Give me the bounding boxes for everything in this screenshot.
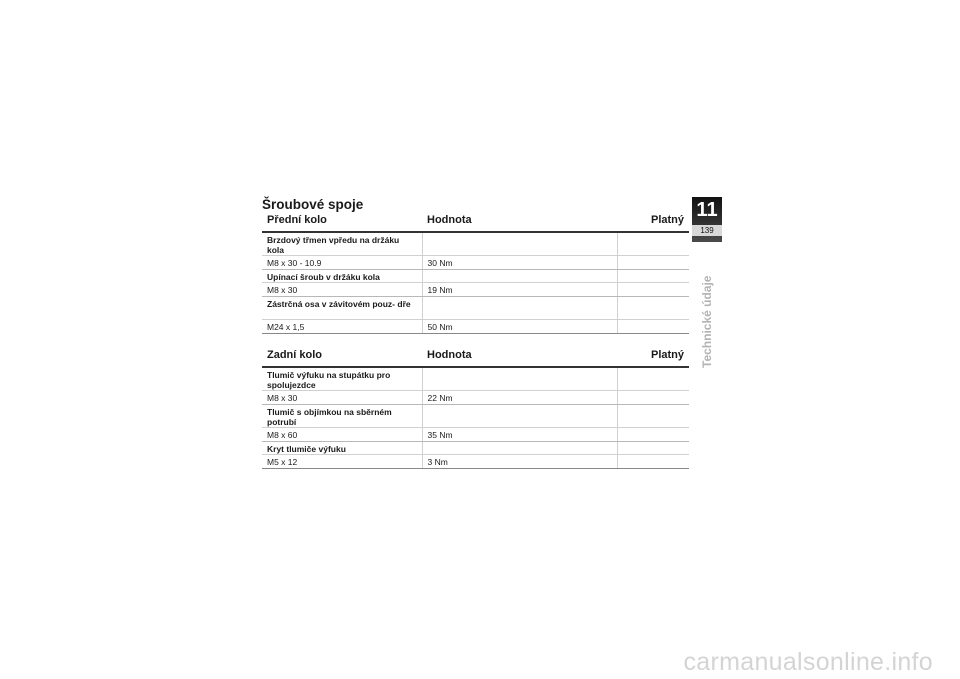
header-rear-wheel: Zadní kolo bbox=[262, 345, 422, 367]
row-value: 19 Nm bbox=[422, 283, 617, 297]
row-item: Upínací šroub v držáku kola bbox=[262, 270, 422, 283]
table-row bbox=[262, 320, 689, 334]
side-chapter-title-wrap bbox=[700, 268, 716, 368]
row-spec: M8 x 30 bbox=[262, 391, 422, 405]
table-row bbox=[262, 283, 689, 297]
front-wheel-table bbox=[262, 210, 689, 334]
table-row bbox=[262, 232, 689, 256]
table-row bbox=[262, 442, 689, 455]
rear-wheel-table bbox=[262, 345, 689, 469]
header-front-wheel: Přední kolo bbox=[262, 210, 422, 232]
header-valid: Platný bbox=[617, 210, 689, 232]
page-number: 139 bbox=[692, 225, 722, 236]
row-item: Tlumič výfuku na stupátku pro spolujezdce bbox=[262, 367, 422, 391]
row-spec: M8 x 30 - 10.9 bbox=[262, 256, 422, 270]
row-spec: M8 x 60 bbox=[262, 428, 422, 442]
chapter-number: 11 bbox=[696, 199, 718, 221]
watermark: carmanualsonline.info bbox=[683, 648, 933, 676]
table-row bbox=[262, 405, 689, 428]
row-value: 30 Nm bbox=[422, 256, 617, 270]
row-value: 3 Nm bbox=[422, 455, 617, 469]
header-valid: Platný bbox=[617, 345, 689, 367]
row-value: 50 Nm bbox=[422, 320, 617, 334]
row-value: 35 Nm bbox=[422, 428, 617, 442]
table-header bbox=[262, 210, 689, 232]
row-item: Zástrčná osa v závitovém pouz- dře bbox=[262, 297, 422, 320]
table-row bbox=[262, 391, 689, 405]
table-row bbox=[262, 297, 689, 320]
row-spec: M8 x 30 bbox=[262, 283, 422, 297]
table-header bbox=[262, 345, 689, 367]
table-row bbox=[262, 256, 689, 270]
section-title: Šroubové spoje bbox=[262, 197, 364, 212]
row-spec: M24 x 1,5 bbox=[262, 320, 422, 334]
row-value: 22 Nm bbox=[422, 391, 617, 405]
header-value: Hodnota bbox=[422, 345, 617, 367]
table-row bbox=[262, 428, 689, 442]
row-item: Tlumič s objímkou na sběrném potrubí bbox=[262, 405, 422, 428]
chapter-tab bbox=[692, 197, 722, 242]
table-row bbox=[262, 367, 689, 391]
row-spec: M5 x 12 bbox=[262, 455, 422, 469]
row-item: Kryt tlumiče výfuku bbox=[262, 442, 422, 455]
row-item: Brzdový třmen vpředu na držáku kola bbox=[262, 232, 422, 256]
table-row bbox=[262, 270, 689, 283]
side-chapter-title: Technické údaje bbox=[700, 275, 714, 368]
table-row bbox=[262, 455, 689, 469]
header-value: Hodnota bbox=[422, 210, 617, 232]
